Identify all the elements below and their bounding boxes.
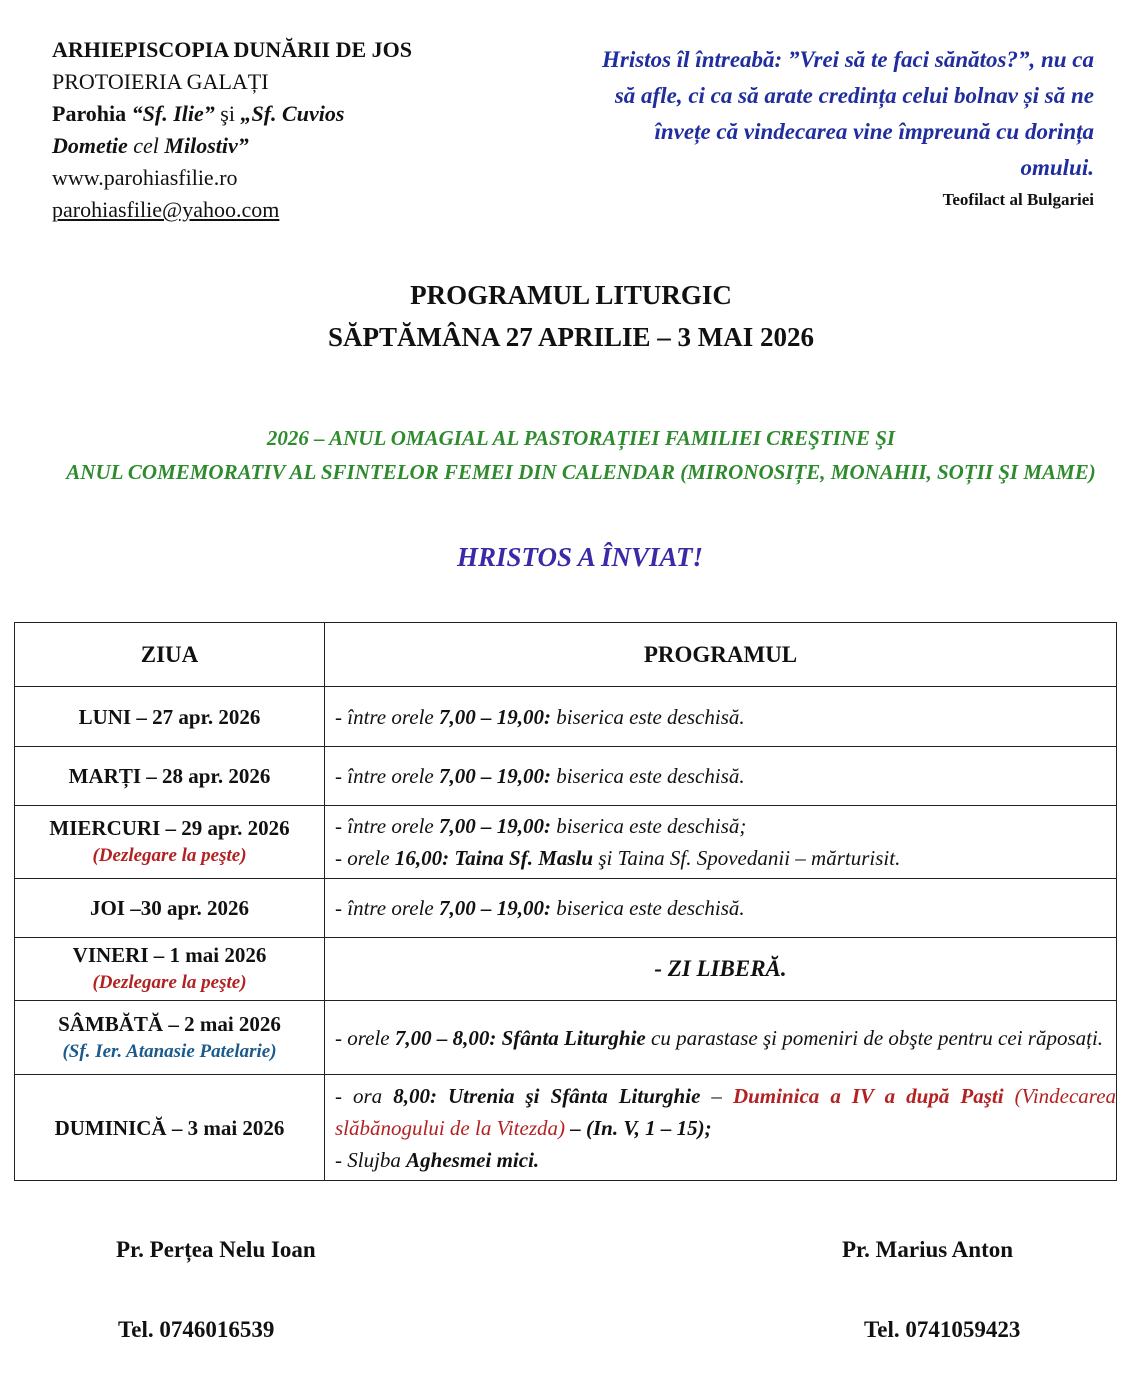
table-row bbox=[15, 1075, 1117, 1181]
day-label: SÂMBĂTĂ – 2 mai 2026 bbox=[58, 1011, 281, 1036]
program-cell: - între orele 7,00 – 19,00: biserica este deschisă. bbox=[325, 747, 1117, 806]
program-cell: - orele 7,00 – 8,00: Sfânta Liturghie cu parastase şi pomeniri de obşte pentru cei răposați. bbox=[325, 1001, 1117, 1075]
day-cell bbox=[15, 938, 325, 1001]
archdiocese-name: ARHIEPISCOPIA DUNĂRII DE JOS bbox=[52, 37, 413, 62]
priest-right-phone: Tel. 0741059423 bbox=[864, 1317, 1021, 1342]
parish-header bbox=[52, 34, 482, 226]
parish-name-line2 bbox=[52, 130, 482, 162]
day-label: VINERI – 1 mai 2026 bbox=[72, 943, 267, 967]
parish-and: şi bbox=[220, 101, 235, 126]
program-cell: - ZI LIBERĂ. bbox=[325, 938, 1117, 1001]
quote-author: Teofilact al Bulgariei bbox=[942, 190, 1094, 209]
day-cell bbox=[15, 806, 325, 879]
col-header-day: ZIUA bbox=[15, 623, 325, 687]
parish-prefix: Parohia bbox=[52, 101, 127, 126]
day-note: (Sf. Ier. Atanasie Patelarie) bbox=[62, 1040, 277, 1062]
program-cell: - între orele 7,00 – 19,00: biserica este deschisă. bbox=[325, 687, 1117, 747]
priest-right-name: Pr. Marius Anton bbox=[842, 1237, 1014, 1262]
year-theme-line-1: 2026 – ANUL OMAGIAL AL PASTORAȚIEI FAMILIEI CREŞTINE ŞI bbox=[266, 426, 896, 450]
program-cell: - ora 8,00: Utrenia şi Sfânta Liturghie – Duminica a IV a după Paşti (Vindecarea slăbănogului de la Vitezda) – (In. V, 1 – 15); - Slujba Aghesmei mici. bbox=[325, 1075, 1117, 1181]
table-row bbox=[15, 806, 1117, 879]
page-title: PROGRAMUL LITURGIC bbox=[410, 280, 732, 310]
table-row bbox=[15, 747, 1117, 806]
deanery-name: PROTOIERIA GALAȚI bbox=[52, 69, 269, 94]
program-cell: - între orele 7,00 – 19,00: biserica este deschisă; - orele 16,00: Taina Sf. Maslu şi Taina Sf. Spovedanii – mărturisit. bbox=[325, 806, 1117, 879]
day-cell: MARȚI – 28 apr. 2026 bbox=[15, 747, 325, 806]
quote-line: omului. bbox=[1020, 155, 1094, 180]
table-header-row bbox=[15, 623, 1117, 687]
table-row bbox=[15, 879, 1117, 938]
day-cell: DUMINICĂ – 3 mai 2026 bbox=[15, 1075, 325, 1181]
quote-line: Hristos îl întreabă: ”Vrei să te faci sănătos?”, nu ca bbox=[602, 47, 1094, 72]
website-link[interactable]: www.parohiasfilie.ro bbox=[52, 165, 238, 190]
priest-left-phone: Tel. 0746016539 bbox=[118, 1317, 275, 1342]
quote-line: să afle, ci ca să arate credința celui bolnav și să ne bbox=[614, 83, 1094, 108]
day-cell: LUNI – 27 apr. 2026 bbox=[15, 687, 325, 747]
day-label: MIERCURI – 29 apr. 2026 bbox=[49, 816, 290, 840]
schedule-table bbox=[14, 622, 1117, 1181]
parish-saint-1: “Sf. Ilie” bbox=[131, 101, 215, 126]
quote-block bbox=[470, 42, 1094, 186]
page-subtitle: SĂPTĂMÂNA 27 APRILIE – 3 MAI 2026 bbox=[327, 322, 815, 352]
parish-saint-2b: Dometie bbox=[52, 133, 128, 158]
table-row bbox=[15, 938, 1117, 1001]
table-row bbox=[15, 1001, 1117, 1075]
year-theme-line-2: ANUL COMEMORATIV AL SFINTELOR FEMEI DIN CALENDAR (MIRONOSIȚE, MONAHII, SOȚII ŞI MAME) bbox=[66, 460, 1096, 484]
day-note: (Dezlegare la peşte) bbox=[92, 845, 247, 866]
easter-greeting: HRISTOS A ÎNVIAT! bbox=[456, 542, 704, 572]
quote-line: învețe că vindecarea vine împreună cu dorința bbox=[654, 119, 1094, 144]
parish-name bbox=[52, 98, 482, 130]
parish-saint-2-cel: cel bbox=[133, 133, 159, 158]
day-cell bbox=[15, 1001, 325, 1075]
parish-saint-2a: „Sf. Cuvios bbox=[240, 101, 345, 126]
email-link[interactable]: parohiasfilie@yahoo.com bbox=[52, 197, 280, 222]
parish-saint-2c: Milostiv” bbox=[164, 133, 249, 158]
priest-left-name: Pr. Perțea Nelu Ioan bbox=[116, 1237, 316, 1262]
day-cell: JOI –30 apr. 2026 bbox=[15, 879, 325, 938]
program-cell: - între orele 7,00 – 19,00: biserica este deschisă. bbox=[325, 879, 1117, 938]
day-note: (Dezlegare la peşte) bbox=[92, 972, 247, 993]
col-header-program: PROGRAMUL bbox=[325, 623, 1117, 687]
table-row bbox=[15, 687, 1117, 747]
